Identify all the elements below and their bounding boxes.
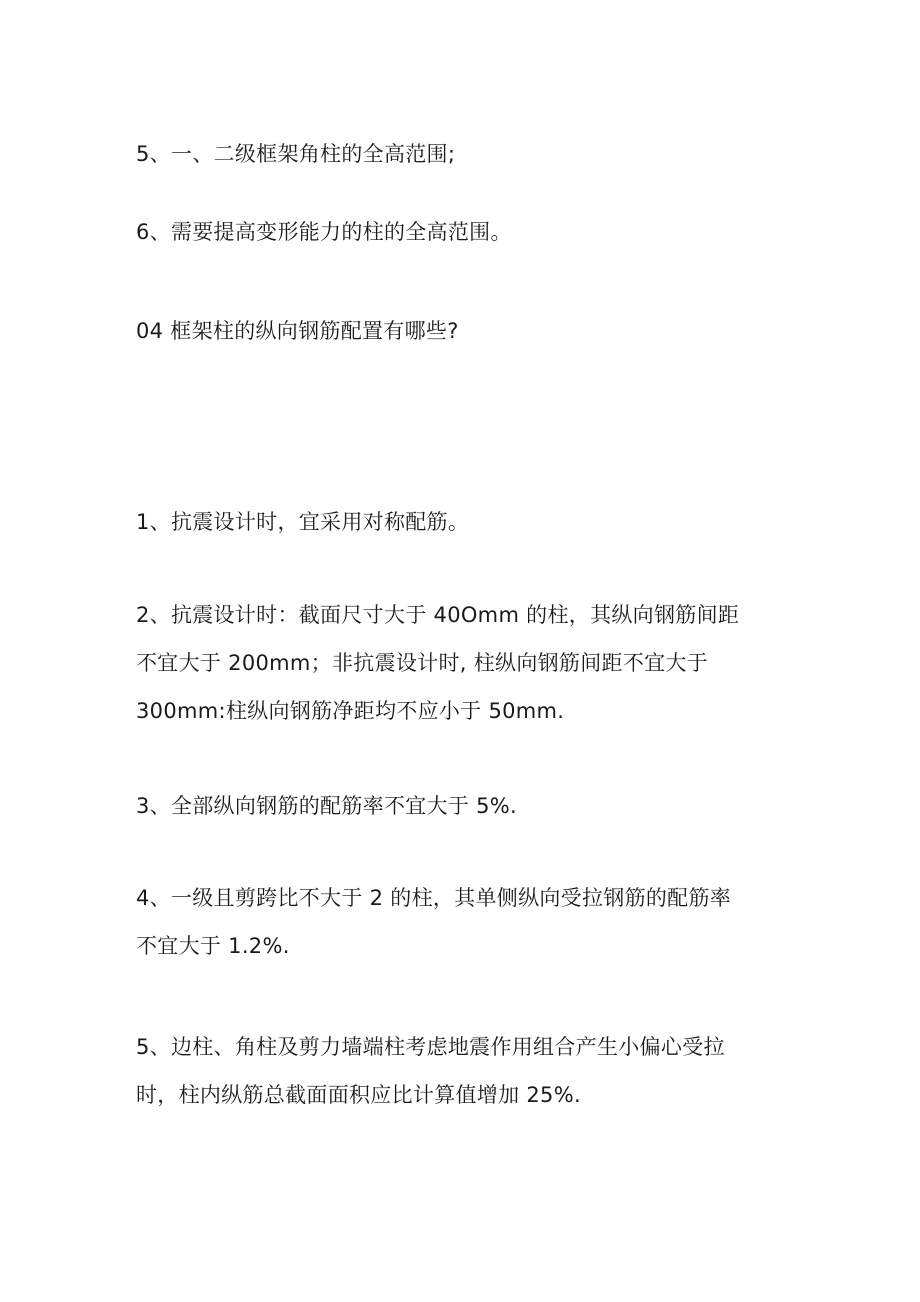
- text-line: 不宜大于 1.2%.: [136, 934, 290, 958]
- text-line: 5、一、二级框架角柱的全高范围;: [136, 142, 456, 166]
- paragraph-corner-column-range: [136, 130, 796, 178]
- text-line: 300mm:柱纵向钢筋净距均不应小于 50mm.: [136, 699, 565, 723]
- text-line: 6、需要提高变形能力的柱的全高范围。: [136, 220, 512, 244]
- text-line: 5、边柱、角柱及剪力墙端柱考虑地震作用组合产生小偏心受拉: [136, 1035, 725, 1059]
- paragraph-item-3: [136, 782, 796, 830]
- paragraph-item-2: [136, 591, 796, 735]
- paragraph-item-1: [136, 498, 796, 546]
- heading-text: 04 框架柱的纵向钢筋配置有哪些?: [136, 319, 459, 343]
- paragraph-deformation-column-range: [136, 208, 796, 256]
- text-line: 4、一级且剪跨比不大于 2 的柱，其单侧纵向受拉钢筋的配筋率: [136, 886, 732, 910]
- section-heading-04: [136, 307, 796, 355]
- paragraph-item-4: [136, 874, 796, 970]
- text-line: 3、全部纵向钢筋的配筋率不宜大于 5%.: [136, 794, 518, 818]
- text-line: 1、抗震设计时，宜采用对称配筋。: [136, 510, 470, 534]
- text-line: 2、抗震设计时：截面尺寸大于 40Omm 的柱，其纵向钢筋间距: [136, 603, 740, 627]
- paragraph-item-5: [136, 1023, 796, 1119]
- text-line: 不宜大于 200mm；非抗震设计时, 柱纵向钢筋间距不宜大于: [136, 651, 709, 675]
- text-line: 时，柱内纵筋总截面面积应比计算值增加 25%.: [136, 1083, 581, 1107]
